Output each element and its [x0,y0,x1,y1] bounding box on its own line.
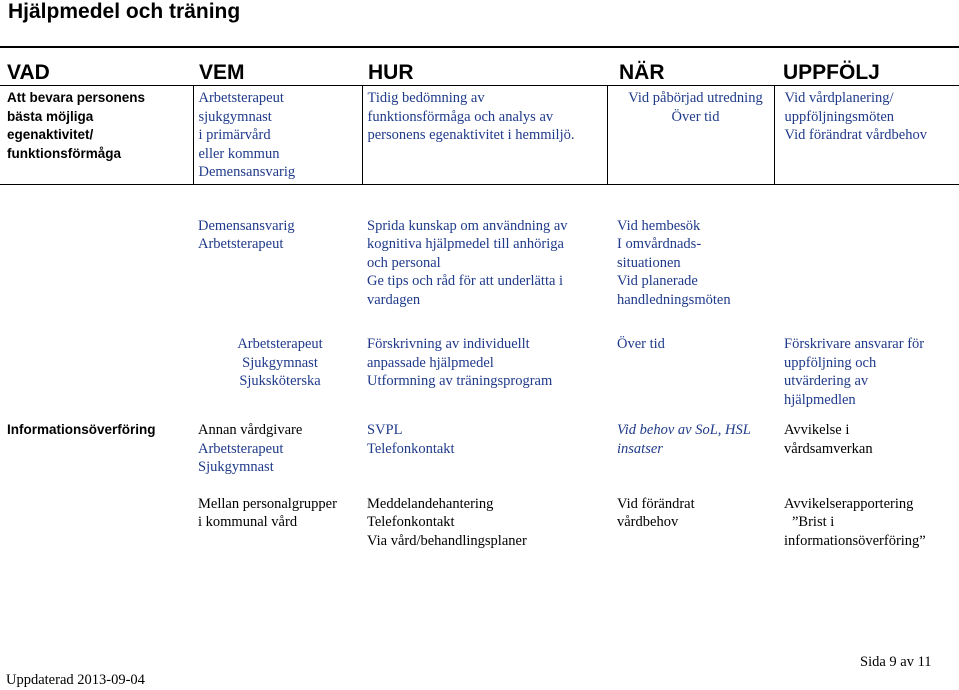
cell-hur [362,495,607,551]
cell-line: Över tid [617,336,665,352]
cell-line: situationen [617,254,681,271]
cell-line: Sjukgymnast [242,354,318,371]
cell-nar [607,335,774,409]
cell-line: uppföljning och [784,354,877,371]
cell-nar [607,86,774,185]
page-title: Hjälpmedel och träning [8,0,241,23]
cell-vem [193,86,362,185]
cell-line: Ge tips och råd för att underlätta i [367,273,564,289]
cell-line: Informationsöverföring [7,422,156,437]
cell-uppfolj [774,335,959,409]
cell-line: Utformning av träningsprogram [367,373,553,389]
cell-line: egenaktivitet/ [7,127,94,142]
cell-uppfolj [774,86,959,185]
cell-line: Avvikelserapportering [784,495,914,512]
cell-line: och personal [367,254,441,271]
cell-line: insatser [617,440,663,457]
cell-uppfolj [774,217,959,310]
cell-vem [193,335,362,409]
cell-nar [607,495,774,551]
cell-nar [607,217,774,310]
cell-nar [607,421,774,477]
cell-line: utvärdering av [784,373,869,389]
cell-line: i kommunal vård [198,514,298,530]
cell-line: Tidig bedömning av [367,90,485,106]
table-row [0,217,959,310]
cell-line: vardagen [367,291,421,308]
cell-hur [362,421,607,477]
cell-line: uppföljningsmöten [784,108,895,125]
cell-line: i primärvård [198,127,271,143]
column-header-hur: HUR [368,61,414,84]
cell-uppfolj [774,495,959,551]
table-row [0,86,959,185]
cell-line: vårdbehov [617,514,679,530]
column-header-uppfolj: UPPFÖLJ [783,61,880,84]
cell-line: Demensansvarig [198,164,296,180]
cell-line: eller kommun [198,145,280,162]
cell-line: Arbetsterapeut [237,336,323,352]
table-row [0,495,959,551]
cell-line: Meddelandehantering [367,495,494,512]
cell-vad [0,217,193,310]
cell-vem [193,421,362,477]
cell-line: informationsöverföring” [784,532,926,549]
cell-uppfolj [774,421,959,477]
cell-line: Över tid [671,108,720,125]
column-header-vad: VAD [7,61,50,84]
cell-line: Vid förändrat [617,495,695,512]
cell-vem [193,495,362,551]
cell-line: Vid planerade [617,273,698,289]
cell-line: Mellan personalgrupper [198,495,337,512]
cell-line: funktionsförmåga och analys av [367,108,554,125]
cell-line: Telefonkontakt [367,440,455,457]
cell-line: Demensansvarig [198,217,295,234]
cell-vad [0,421,193,477]
cell-line: Förskrivning av individuellt [367,336,530,352]
cell-line: SVPL [367,422,403,438]
title-divider [0,46,959,48]
column-header-nar: NÄR [619,61,665,84]
cell-line: Sjuksköterska [239,373,321,389]
cell-line: Sprida kunskap om användning av [367,217,568,234]
cell-vad [0,495,193,551]
cell-line: Förskrivare ansvarar för [784,336,925,352]
cell-line: Vid förändrat vårdbehov [784,127,927,143]
cell-line: Vid behov av SoL, HSL [617,422,751,438]
plan-table [0,85,959,550]
updated-date: Uppdaterad 2013-09-04 [6,672,145,688]
cell-hur [362,86,607,185]
cell-hur [362,335,607,409]
column-header-vem: VEM [199,61,245,84]
cell-line: vårdsamverkan [784,440,873,457]
cell-line: hjälpmedlen [784,391,856,408]
cell-line: Sjukgymnast [198,459,274,475]
cell-line: Vid vårdplanering/ [784,90,894,106]
cell-line: bästa möjliga [7,108,94,124]
cell-line: ”Brist i [792,514,835,530]
cell-line: Vid påbörjad utredning [628,90,763,106]
cell-line: I omvårdnads- [617,236,702,252]
cell-hur [362,217,607,310]
cell-line: kognitiva hjälpmedel till anhöriga [367,236,564,252]
cell-line: funktionsförmåga [7,145,122,161]
cell-line: Arbetsterapeut [198,90,284,106]
table-row [0,421,959,477]
cell-line: sjukgymnast [198,108,272,125]
cell-line: personens egenaktivitet i hemmiljö. [367,127,575,143]
cell-line: Via vård/behandlingsplaner [367,532,527,549]
cell-line: Avvikelse i [784,422,850,438]
table-row [0,335,959,409]
cell-line: handledningsmöten [617,291,731,308]
cell-line: anpassade hjälpmedel [367,354,494,371]
cell-line: Telefonkontakt [367,514,455,530]
cell-line: Att bevara personens [7,90,146,105]
cell-line: Vid hembesök [617,217,701,234]
cell-line: Arbetsterapeut [198,440,284,457]
cell-vem [193,217,362,310]
cell-vad [0,86,193,185]
cell-vad [0,335,193,409]
cell-line: Annan vårdgivare [198,422,303,438]
cell-line: Arbetsterapeut [198,236,284,252]
page-number: Sida 9 av 11 [860,654,932,670]
